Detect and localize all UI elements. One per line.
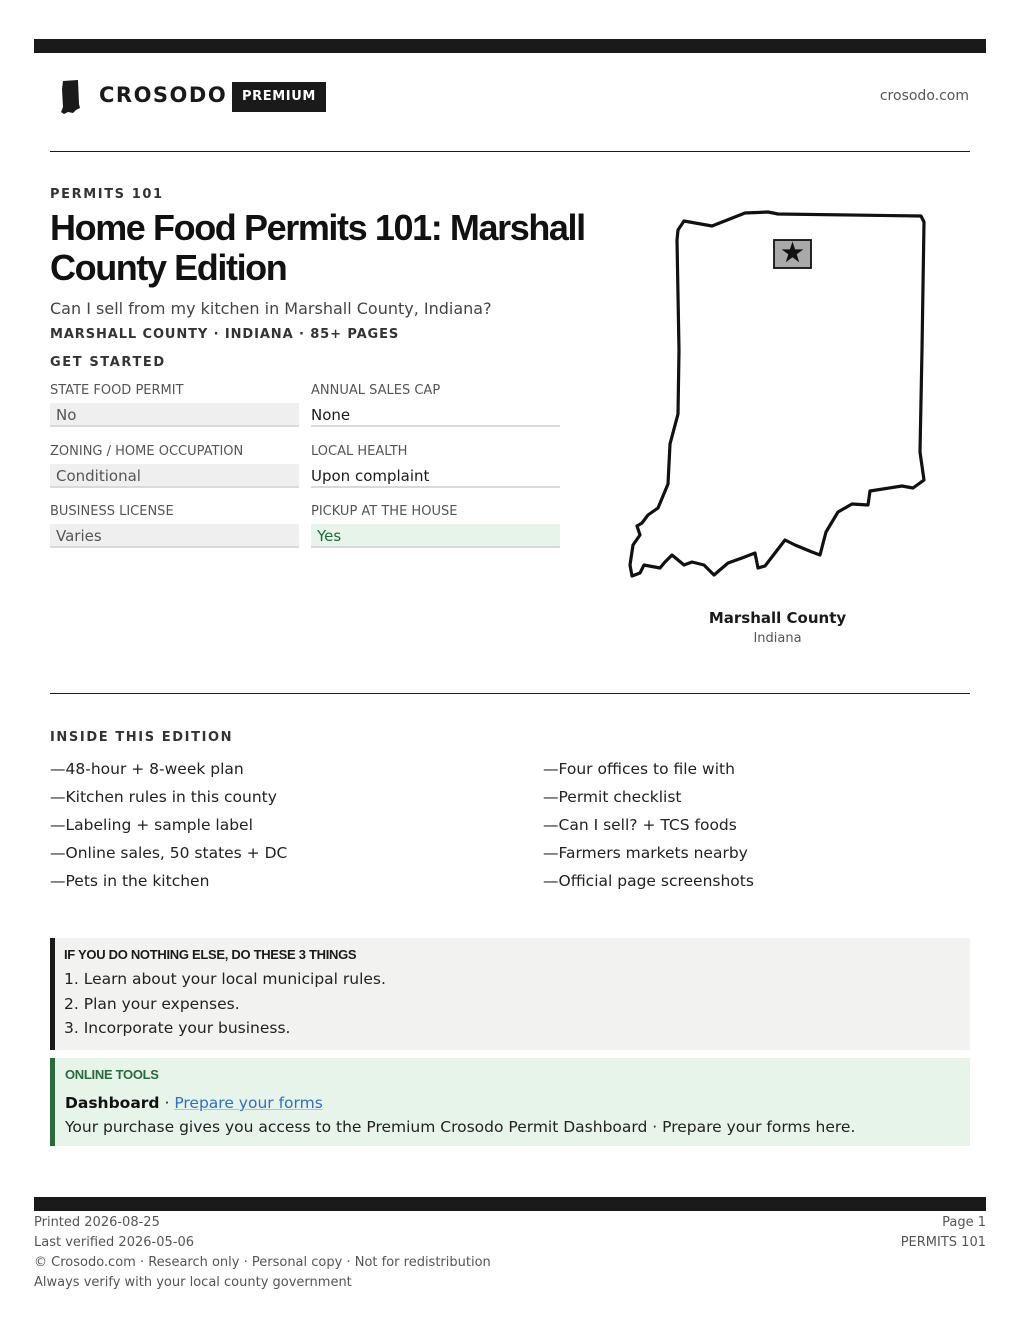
list-item: —Official page screenshots [543, 872, 754, 890]
fact-zoning [50, 442, 299, 488]
fact-label: ZONING / HOME OCCUPATION [50, 444, 244, 459]
footer-left [34, 1213, 491, 1293]
step-item: 2. Plan your expenses. [64, 994, 240, 1013]
fact-value: Varies [50, 524, 299, 548]
copyright: © Crosodo.com · Research only · Personal copy · Not for redistribution [34, 1255, 491, 1270]
fact-pickup-at-house [311, 502, 560, 548]
printed-date: Printed 2026-08-25 [34, 1215, 160, 1230]
bottom-rule-bar [34, 1197, 986, 1211]
page-header [50, 72, 970, 122]
step-item: 3. Incorporate your business. [64, 1019, 291, 1037]
edition-meta: MARSHALL COUNTY · INDIANA · 85+ PAGES [50, 327, 400, 342]
fact-business-license [50, 502, 299, 548]
list-item: —Labeling + sample label [50, 816, 253, 834]
inside-list-left [50, 758, 287, 898]
fact-value: None [311, 403, 560, 427]
three-things-callout [50, 938, 970, 1050]
list-item: —Permit checklist [543, 788, 682, 806]
map-county-label: Marshall County [708, 609, 847, 627]
fact-value: No [50, 403, 299, 427]
step-item: 1. Learn about your local municipal rules. [64, 970, 386, 988]
inside-list-right [543, 758, 754, 898]
fact-state-food-permit [50, 381, 299, 427]
page-number: Page 1 [942, 1215, 986, 1230]
fact-label: PICKUP AT THE HOUSE [311, 504, 458, 519]
verified-date: Last verified 2026-05-06 [34, 1235, 194, 1250]
section-eyebrow: PERMITS 101 [50, 187, 164, 202]
list-item: —Can I sell? + TCS foods [543, 816, 737, 834]
disclaimer: Always verify with your local county government [34, 1275, 352, 1290]
footer-section: PERMITS 101 [900, 1235, 986, 1250]
prepare-forms-link[interactable]: Prepare your forms [174, 1094, 323, 1112]
footer-right [901, 1213, 986, 1253]
list-item: —Kitchen rules in this county [50, 788, 277, 806]
fact-label: LOCAL HEALTH [311, 444, 408, 459]
list-item: —Farmers markets nearby [543, 844, 748, 862]
list-item: —Online sales, 50 states + DC [50, 844, 288, 862]
callout-title: IF YOU DO NOTHING ELSE, DO THESE 3 THINGS [64, 947, 357, 962]
fact-label: STATE FOOD PERMIT [50, 383, 184, 398]
separator: · [159, 1094, 175, 1112]
fact-label: BUSINESS LICENSE [50, 504, 174, 519]
site-url[interactable]: crosodo.com [879, 88, 969, 104]
fact-local-health [311, 442, 560, 488]
page-subtitle: Can I sell from my kitchen in Marshall County, Indiana? [50, 299, 492, 318]
tools-description: Your purchase gives you access to the Premium Crosodo Permit Dashboard · Prepare your forms here. [65, 1118, 856, 1136]
fact-value: Yes [311, 524, 560, 548]
map-state-label: Indiana [753, 631, 802, 646]
fact-label: ANNUAL SALES CAP [311, 383, 441, 398]
callout-title: ONLINE TOOLS [65, 1067, 159, 1082]
fact-annual-sales-cap [311, 381, 560, 427]
section-divider [50, 693, 970, 694]
fact-value: Conditional [50, 464, 299, 488]
top-rule-bar [34, 39, 986, 53]
premium-badge: PREMIUM [232, 82, 326, 112]
page-title: Home Food Permits 101: Marshall County Edition [50, 207, 585, 288]
indiana-logo-icon [60, 80, 82, 114]
list-item: —Four offices to file with [543, 760, 735, 778]
dashboard-label: Dashboard [65, 1094, 160, 1112]
indiana-state-map [620, 205, 940, 595]
header-divider [50, 151, 970, 152]
dashboard-line [65, 1091, 970, 1115]
brand-name: CROSODO [99, 83, 228, 107]
steps-list [64, 967, 970, 1041]
fact-value: Upon complaint [311, 464, 560, 488]
list-item: —Pets in the kitchen [50, 872, 210, 890]
list-item: —48-hour + 8-week plan [50, 760, 244, 778]
get-started-heading: GET STARTED [50, 355, 166, 370]
online-tools-callout [50, 1058, 970, 1146]
inside-edition-heading: INSIDE THIS EDITION [50, 730, 234, 745]
